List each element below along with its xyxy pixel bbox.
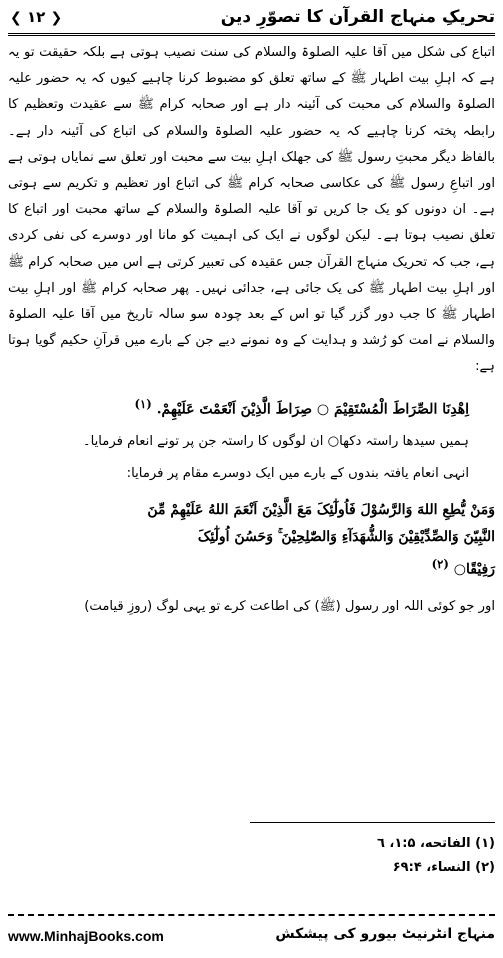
quran-verse-1 [8, 391, 495, 424]
text-line: حضور علیہ الصلوۃ والسلام کی اتباع کی آئینہ دار ہے۔ بالفاظ دیگر محبتِ رسول ﷺ کی [8, 123, 495, 165]
translation-1: ہمیں سیدھا راستہ دکھا○ ان لوگوں کا راستہ جن پر تونے انعام فرمایا۔ [82, 434, 469, 450]
translation-2: اور جو کوئی اللہ اور رسول (ﷺ) کی اطاعت کرے تو یہی لوگ (روزِ قیامت) [84, 598, 495, 614]
page-number-value: ۱۲ [26, 8, 46, 26]
verse-line: النَّبِيّنَ وَالصِّدِّيْقِيْنَ وَالشُّهَدَآءِ وَالصّٰلِحِيْنَ ۚ وَحَسُنَ اُولٰٓئِکَ [197, 529, 495, 546]
text-line: کے بارے میں قرآنِ حکیم گویا ہوتا ہے: [8, 333, 495, 375]
text-line: جھلک اہلِ بیت سے محبت اور تعلق سے نمایاں ہوتی ہے اور اتباعِ رسول ﷺ کی عکاسی [8, 149, 495, 192]
verse-line [8, 551, 495, 584]
header-divider [8, 33, 495, 36]
text-line: نہیں۔ پھر صحابہ کرام ﷺ اور اہلِ بیت اطہار ﷺ کا جب دور گزر گیا تو اس کے بعد چودہ سو [8, 280, 495, 323]
verse-text: رَفِيْقًا○ [453, 561, 495, 578]
ornament-right-icon: ❯ [50, 10, 63, 26]
verse-line: وَمَنْ يُّطِعِ اللهَ وَالرَّسُوْلَ فَاُولٰٓئِکَ مَعَ الَّذِيْنَ اَنْعَمَ اللهُ عَلَيْهِمْ مِّنَ [147, 502, 495, 519]
website-link[interactable]: www.MinhajBooks.com [8, 928, 164, 944]
text-line: اہلِ بیت اطہار ﷺ کے ساتھ تعلق کو مضبوط کرنا چاہیے کیوں کہ یہ حضور علیہ الصلوۃ والسلام [8, 71, 495, 113]
page-header [8, 2, 495, 36]
text-line: کی محبت کی آئینہ دار ہے اور صحابہ کرام ﷺ سے عقیدت وتعظیم کا رابطہ پختہ کرنا چاہیے کہ یہ [8, 97, 495, 139]
page-number [10, 8, 62, 26]
footnote-1: (۱) الفاتحه، ۱:۵، ٦ [376, 836, 495, 851]
footnote-2: (۲) النساء، ۶۹:۴ [392, 860, 495, 875]
footnote-divider [250, 822, 495, 823]
footnotes [8, 832, 495, 880]
running-title: تحریکِ منہاج القرآن کا تصوّرِ دین [220, 7, 495, 27]
footnote-ref: (۲) [431, 557, 449, 572]
intro-verse-2: انہی انعام یافتہ بندوں کے بارے میں ایک دوسرے مقام پر فرمایا: [126, 466, 469, 482]
footnote-ref: (۱) [134, 396, 152, 411]
ornament-left-icon: ❮ [10, 10, 22, 26]
footer-divider [8, 914, 495, 916]
quran-verse-2 [8, 497, 495, 584]
text-line: سالہ تاریخ میں آقا علیہ الصلوۃ والسلام نے امت کو رُشد و ہدایت کے وہ نمونے دیے جن [8, 307, 495, 349]
text-line: کی اہمیت کو مانا اور دوسرے کی نفی کردی ہے، جب کہ تحریک منہاج القرآن جس عقیدہ کی [8, 228, 495, 270]
text-line: صحابہ کرام ﷺ کی اتباع اور تعظیم و تکریم سے ہوتی ہے۔ ان دونوں کو یک جا کریں تو آقا [8, 176, 495, 218]
verse-text: اِهْدِنَا الصِّرَاطَ الْمُسْتَقِيْمَ ○ صِرَاطَ الَّذِيْنَ اَنْعَمْتَ عَلَيْهِمْ. [156, 401, 469, 418]
text-line: تعبیر کرتی ہے اس میں صحابہ کرام ﷺ اور اہلِ بیت اطہار ﷺ کی یک جائی ہے، جدائی [8, 254, 495, 296]
text-line: اتباع کی شکل میں آقا علیہ الصلوۃ والسلام کی سنت نصیب ہوتی ہے بلکہ حقیقت تو یہ ہے کہ [8, 45, 495, 87]
paragraph-1 [8, 40, 495, 381]
main-text [8, 40, 495, 620]
text-line: علیہ الصلوۃ والسلام کے ساتھ محبت اور اتباع کا تعلق نصیب ہوتا ہے۔ لیکن لوگوں نے ایک [8, 202, 495, 244]
page-footer [8, 926, 495, 952]
publisher-credit: منہاج انٹرنیٹ بیورو کی پیشکش [275, 926, 495, 942]
